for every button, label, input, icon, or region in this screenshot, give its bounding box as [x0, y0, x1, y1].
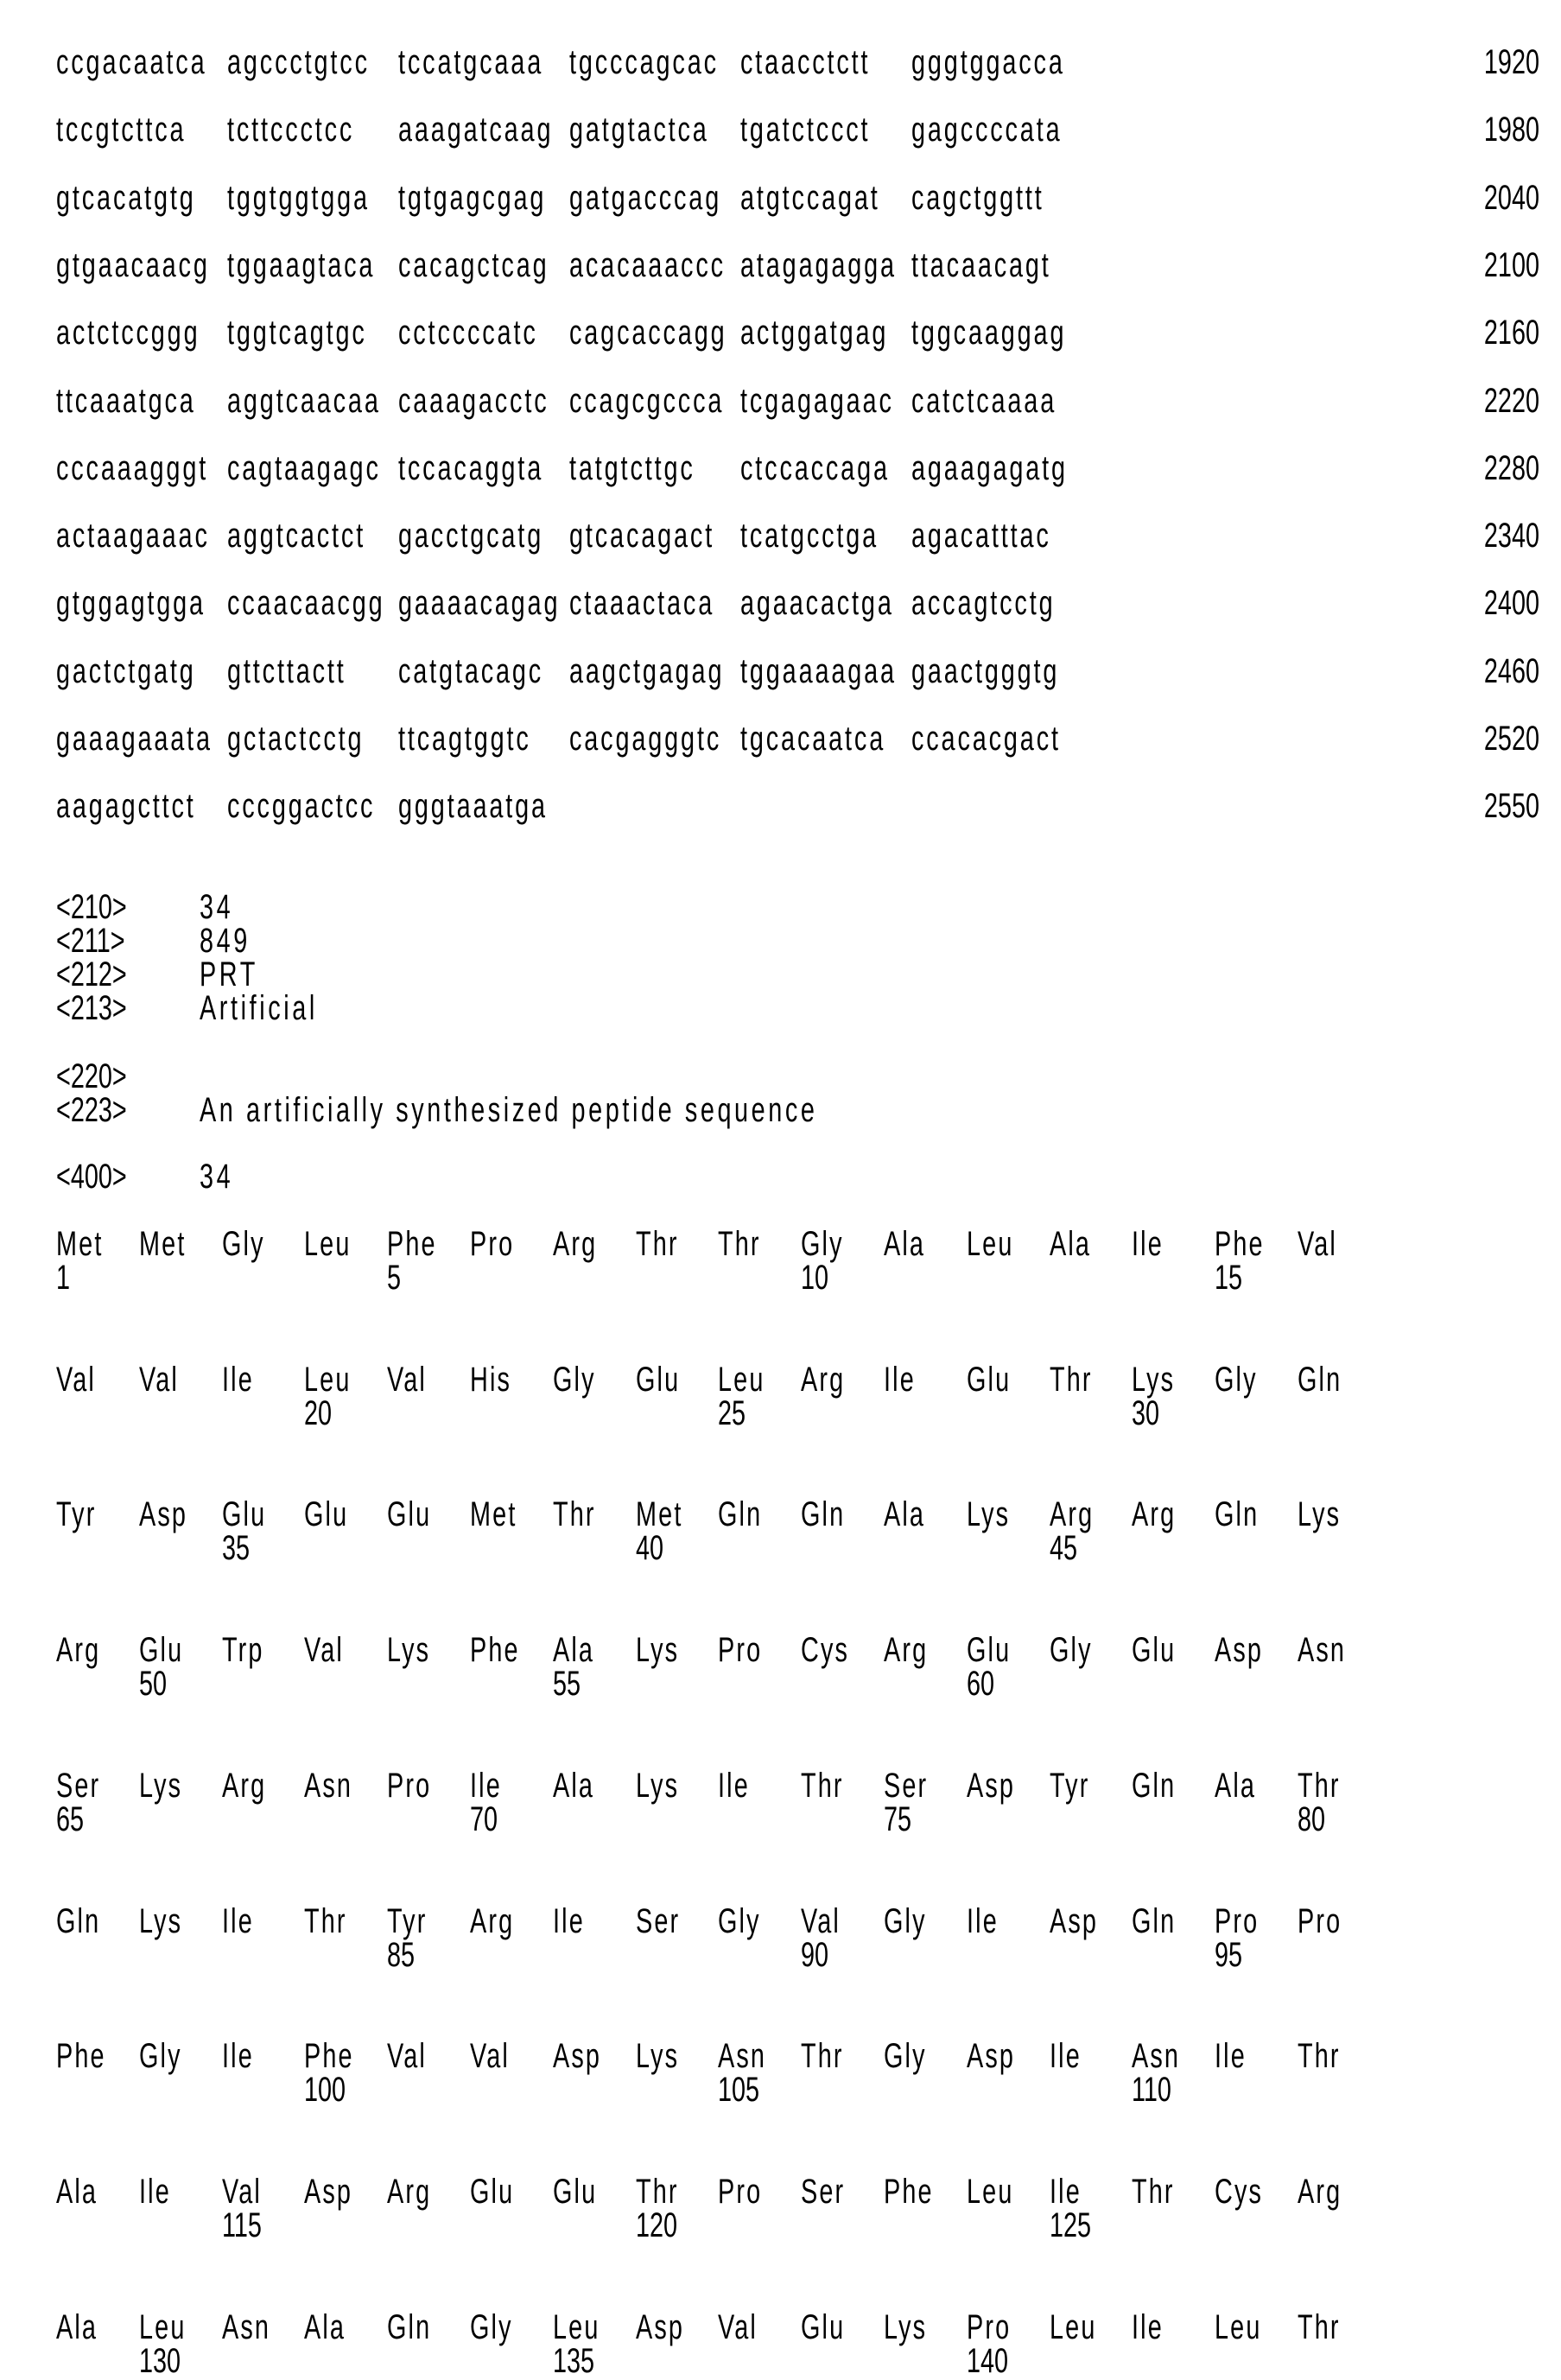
residue: Ile: [139, 2174, 171, 2209]
residue: Glu: [967, 1362, 1011, 1397]
residue: Tyr: [1050, 1768, 1089, 1803]
residue: Lys: [636, 1768, 679, 1803]
residue: Ala: [1050, 1227, 1091, 1261]
nucleotide-group: ccagcgccca: [569, 384, 724, 418]
residue: Thr: [801, 2039, 844, 2073]
residue: Arg: [1050, 1497, 1094, 1532]
residue: Glu: [801, 2310, 845, 2345]
field-value: 34: [200, 1159, 233, 1194]
residue: Ala: [884, 1497, 925, 1532]
nucleotide-group: gacctgcatg: [398, 518, 543, 553]
residue: Met: [470, 1497, 517, 1532]
residue: Val: [801, 1904, 841, 1939]
residue: Ile: [222, 1362, 254, 1397]
residue-number: 30: [1132, 1396, 1159, 1431]
field-tag: <220>: [56, 1059, 127, 1094]
residue: Asn: [718, 2039, 766, 2073]
residue: Ile: [1215, 2039, 1247, 2073]
nucleotide-group: tatgtcttgc: [569, 451, 695, 486]
residue: Pro: [718, 1633, 762, 1667]
residue: Gln: [56, 1904, 100, 1939]
residue: Thr: [801, 1768, 844, 1803]
nucleotide-position: 2340: [1484, 518, 1539, 553]
field-value: 34: [200, 890, 233, 924]
field-value: 849: [200, 923, 251, 958]
residue: Leu: [967, 1227, 1014, 1261]
residue-number: 1: [56, 1260, 70, 1295]
nucleotide-group: gtgaacaacg: [56, 248, 210, 282]
nucleotide-group: gatgtactca: [569, 112, 709, 147]
residue: Ala: [553, 1633, 594, 1667]
residue: Ser: [56, 1768, 100, 1803]
residue-number: 60: [967, 1666, 994, 1701]
residue: Val: [470, 2039, 510, 2073]
nucleotide-group: tccgtcttca: [56, 112, 186, 147]
field-value: PRT: [200, 957, 258, 992]
nucleotide-group: catctcaaaa: [911, 384, 1057, 418]
residue: Lys: [636, 2039, 679, 2073]
field-tag: <213>: [56, 991, 127, 1025]
nucleotide-position: 2400: [1484, 586, 1539, 620]
residue: Gly: [222, 1227, 265, 1261]
residue-number: 120: [636, 2208, 677, 2243]
residue: Ala: [884, 1227, 925, 1261]
residue: Arg: [222, 1768, 266, 1803]
residue: Thr: [553, 1497, 596, 1532]
residue: Gln: [1298, 1362, 1342, 1397]
residue-number: 45: [1050, 1531, 1077, 1565]
nucleotide-group: gggtggacca: [911, 45, 1065, 79]
nucleotide-group: acacaaaccc: [569, 248, 726, 282]
residue-number: 40: [636, 1531, 663, 1565]
residue-number: 70: [470, 1802, 498, 1837]
residue: Ile: [222, 1904, 254, 1939]
residue: Asp: [553, 2039, 601, 2073]
residue: Gly: [553, 1362, 596, 1397]
nucleotide-group: aagagcttct: [56, 789, 196, 823]
residue-number: 75: [884, 1802, 911, 1837]
nucleotide-group: tgatctccct: [740, 112, 870, 147]
residue-number: 105: [718, 2072, 759, 2107]
residue: Glu: [139, 1633, 183, 1667]
residue: Ala: [56, 2310, 98, 2345]
nucleotide-group: gaactgggtg: [911, 654, 1059, 689]
residue: Lys: [387, 1633, 430, 1667]
residue-number: 5: [387, 1260, 401, 1295]
nucleotide-group: aggtcactct: [227, 518, 365, 553]
nucleotide-group: actggatgag: [740, 315, 888, 350]
residue: Leu: [967, 2174, 1014, 2209]
residue: Met: [139, 1227, 186, 1261]
residue: Glu: [387, 1497, 431, 1532]
field-value: Artificial: [200, 991, 318, 1025]
residue: Arg: [470, 1904, 514, 1939]
residue-number: 35: [222, 1531, 250, 1565]
nucleotide-group: tccacaggta: [398, 451, 543, 486]
residue: Gln: [718, 1497, 762, 1532]
residue: Arg: [801, 1362, 845, 1397]
nucleotide-group: ctccaccaga: [740, 451, 890, 486]
residue-number: 130: [139, 2344, 181, 2378]
residue: Thr: [718, 1227, 761, 1261]
residue: Ile: [884, 1362, 916, 1397]
residue: Leu: [304, 1362, 352, 1397]
residue: Leu: [1050, 2310, 1097, 2345]
nucleotide-group: ttcagtggtc: [398, 721, 531, 756]
nucleotide-group: gtcacatgtg: [56, 181, 196, 215]
residue: Pro: [1298, 1904, 1342, 1939]
nucleotide-position: 2160: [1484, 315, 1539, 350]
residue: Val: [387, 1362, 427, 1397]
residue: Asn: [222, 2310, 270, 2345]
residue: Ile: [470, 1768, 502, 1803]
residue-number: 50: [139, 1666, 167, 1701]
residue-number: 65: [56, 1802, 84, 1837]
nucleotide-group: ccaacaacgg: [227, 586, 385, 620]
residue: Asn: [1298, 1633, 1346, 1667]
residue-number: 55: [553, 1666, 581, 1701]
residue: Lys: [1132, 1362, 1175, 1397]
residue: Lys: [967, 1497, 1010, 1532]
residue: Pro: [387, 1768, 431, 1803]
nucleotide-group: aaagatcaag: [398, 112, 553, 147]
residue-number: 20: [304, 1396, 332, 1431]
nucleotide-position: 1980: [1484, 112, 1539, 147]
residue: Ile: [1132, 1227, 1164, 1261]
residue: Cys: [801, 1633, 849, 1667]
residue: Pro: [470, 1227, 514, 1261]
residue: Met: [636, 1497, 682, 1532]
residue: Glu: [553, 2174, 597, 2209]
residue: Gly: [139, 2039, 182, 2073]
residue: Asp: [304, 2174, 352, 2209]
residue: Arg: [1298, 2174, 1342, 2209]
nucleotide-group: tcatgcctga: [740, 518, 879, 553]
residue-number: 25: [718, 1396, 746, 1431]
residue: Lys: [884, 2310, 927, 2345]
residue: Val: [304, 1633, 344, 1667]
residue: Pro: [1215, 1904, 1259, 1939]
nucleotide-group: aggtcaacaa: [227, 384, 381, 418]
residue: Leu: [139, 2310, 187, 2345]
residue: Trp: [222, 1633, 264, 1667]
nucleotide-group: tggcaaggag: [911, 315, 1066, 350]
residue: Val: [387, 2039, 427, 2073]
residue: Lys: [139, 1768, 182, 1803]
residue: Val: [222, 2174, 262, 2209]
residue-number: 100: [304, 2072, 346, 2107]
nucleotide-group: gatgacccag: [569, 181, 721, 215]
residue: Val: [56, 1362, 96, 1397]
residue-number: 80: [1298, 1802, 1325, 1837]
residue: Glu: [1132, 1633, 1176, 1667]
residue: Phe: [1215, 1227, 1265, 1261]
residue: Asn: [304, 1768, 352, 1803]
nucleotide-group: ctaacctctt: [740, 45, 870, 79]
residue: Val: [1298, 1227, 1337, 1261]
residue: Gln: [801, 1497, 845, 1532]
field-tag: <211>: [56, 923, 125, 958]
nucleotide-group: accagtcctg: [911, 586, 1055, 620]
residue: Phe: [304, 2039, 354, 2073]
nucleotide-position: 2040: [1484, 181, 1539, 215]
nucleotide-group: gactctgatg: [56, 654, 196, 689]
residue: Asp: [1050, 1904, 1098, 1939]
residue: Arg: [387, 2174, 431, 2209]
nucleotide-group: tcgagagaac: [740, 384, 894, 418]
nucleotide-group: actctccggg: [56, 315, 200, 350]
nucleotide-group: cagtaagagc: [227, 451, 381, 486]
nucleotide-group: tggtcagtgc: [227, 315, 367, 350]
nucleotide-group: cccaaagggt: [56, 451, 208, 486]
nucleotide-group: tcttccctcc: [227, 112, 354, 147]
nucleotide-group: ttcaaatgca: [56, 384, 196, 418]
residue: Asp: [967, 1768, 1015, 1803]
nucleotide-group: actaagaaac: [56, 518, 210, 553]
residue: Glu: [222, 1497, 266, 1532]
residue: Leu: [1215, 2310, 1262, 2345]
residue: Thr: [1298, 2310, 1341, 2345]
residue: Gly: [801, 1227, 844, 1261]
nucleotide-group: cctccccatc: [398, 315, 538, 350]
residue: Gln: [387, 2310, 431, 2345]
field-tag: <223>: [56, 1093, 127, 1127]
nucleotide-position: 2460: [1484, 654, 1539, 689]
residue: Gly: [884, 2039, 927, 2073]
nucleotide-position: 1920: [1484, 45, 1539, 79]
nucleotide-group: gtcacagact: [569, 518, 714, 553]
residue: Glu: [636, 1362, 680, 1397]
residue: Gly: [1050, 1633, 1093, 1667]
residue: Leu: [304, 1227, 352, 1261]
residue: Arg: [884, 1633, 928, 1667]
nucleotide-group: aagctgagag: [569, 654, 724, 689]
nucleotide-group: agacatttac: [911, 518, 1051, 553]
residue: Asp: [967, 2039, 1015, 2073]
nucleotide-group: gtggagtgga: [56, 586, 206, 620]
residue-number: 90: [801, 1938, 828, 1972]
nucleotide-group: agccctgtcc: [227, 45, 370, 79]
nucleotide-group: gaaagaaata: [56, 721, 213, 756]
residue: Met: [56, 1227, 103, 1261]
nucleotide-group: ccgacaatca: [56, 45, 206, 79]
residue: Ile: [718, 1768, 750, 1803]
residue: Tyr: [387, 1904, 427, 1939]
nucleotide-group: ccacacgact: [911, 721, 1061, 756]
nucleotide-group: catgtacagc: [398, 654, 543, 689]
nucleotide-group: tgcccagcac: [569, 45, 719, 79]
nucleotide-position: 2520: [1484, 721, 1539, 756]
residue: Gly: [884, 1904, 927, 1939]
residue: Gln: [1215, 1497, 1259, 1532]
residue: Phe: [884, 2174, 934, 2209]
residue-number: 10: [801, 1260, 828, 1295]
nucleotide-group: cccggactcc: [227, 789, 375, 823]
nucleotide-group: ctaaactaca: [569, 586, 714, 620]
nucleotide-group: gctactcctg: [227, 721, 364, 756]
residue: Lys: [1298, 1497, 1341, 1532]
nucleotide-position: 2280: [1484, 451, 1539, 486]
residue: Arg: [1132, 1497, 1176, 1532]
residue: Thr: [636, 1227, 679, 1261]
residue: Val: [718, 2310, 758, 2345]
residue: Asp: [1215, 1633, 1263, 1667]
residue: Thr: [1298, 1768, 1341, 1803]
residue: Ile: [553, 1904, 585, 1939]
residue: Phe: [387, 1227, 437, 1261]
nucleotide-group: gttcttactt: [227, 654, 346, 689]
nucleotide-group: atgtccagat: [740, 181, 880, 215]
residue: Ser: [636, 1904, 680, 1939]
residue: Phe: [470, 1633, 520, 1667]
residue: Cys: [1215, 2174, 1263, 2209]
residue: Tyr: [56, 1497, 96, 1532]
residue: Ala: [1215, 1768, 1256, 1803]
residue: Ile: [1050, 2039, 1082, 2073]
residue: Leu: [553, 2310, 600, 2345]
nucleotide-group: cagctggttt: [911, 181, 1044, 215]
residue: Pro: [967, 2310, 1011, 2345]
residue: Ser: [801, 2174, 845, 2209]
residue: Gln: [1132, 1904, 1176, 1939]
residue: Ala: [553, 1768, 594, 1803]
residue-number: 125: [1050, 2208, 1091, 2243]
residue: Asn: [1132, 2039, 1180, 2073]
residue: Ile: [1132, 2310, 1164, 2345]
nucleotide-group: tgcacaatca: [740, 721, 885, 756]
residue: Lys: [636, 1633, 679, 1667]
nucleotide-group: caaagacctc: [398, 384, 549, 418]
nucleotide-group: agaagagatg: [911, 451, 1068, 486]
nucleotide-group: cagcaccagg: [569, 315, 727, 350]
nucleotide-position: 2100: [1484, 248, 1539, 282]
residue: Thr: [1050, 1362, 1093, 1397]
nucleotide-group: agaacactga: [740, 586, 894, 620]
field-tag: <212>: [56, 957, 127, 992]
residue-number: 135: [553, 2344, 594, 2378]
residue-number: 15: [1215, 1260, 1242, 1295]
residue: Gln: [1132, 1768, 1176, 1803]
residue: Asp: [139, 1497, 187, 1532]
residue: His: [470, 1362, 511, 1397]
residue: Asp: [636, 2310, 684, 2345]
nucleotide-position: 2220: [1484, 384, 1539, 418]
residue: Lys: [139, 1904, 182, 1939]
nucleotide-group: gagccccata: [911, 112, 1062, 147]
residue: Ile: [1050, 2174, 1082, 2209]
nucleotide-group: ttacaacagt: [911, 248, 1051, 282]
residue-number: 110: [1132, 2072, 1171, 2107]
residue-number: 95: [1215, 1938, 1242, 1972]
residue: Thr: [1298, 2039, 1341, 2073]
nucleotide-group: cacgagggtc: [569, 721, 721, 756]
field-tag: <400>: [56, 1159, 127, 1194]
residue: Ile: [967, 1904, 999, 1939]
residue: Glu: [967, 1633, 1011, 1667]
residue: Gly: [1215, 1362, 1258, 1397]
nucleotide-position: 2550: [1484, 789, 1539, 823]
residue: Thr: [304, 1904, 347, 1939]
nucleotide-group: tggaagtaca: [227, 248, 375, 282]
residue: Ser: [884, 1768, 928, 1803]
residue: Glu: [470, 2174, 514, 2209]
residue: Gly: [470, 2310, 513, 2345]
residue: Pro: [718, 2174, 762, 2209]
nucleotide-group: tggtggtgga: [227, 181, 370, 215]
residue: Ala: [304, 2310, 346, 2345]
nucleotide-group: gaaaacagag: [398, 586, 560, 620]
nucleotide-group: atagagagga: [740, 248, 897, 282]
field-tag: <210>: [56, 890, 127, 924]
nucleotide-group: tccatgcaaa: [398, 45, 543, 79]
residue: Leu: [718, 1362, 765, 1397]
residue: Arg: [56, 1633, 100, 1667]
nucleotide-group: tgtgagcgag: [398, 181, 546, 215]
residue: Thr: [1132, 2174, 1175, 2209]
nucleotide-group: cacagctcag: [398, 248, 549, 282]
field-value: An artificially synthesized peptide sequence: [200, 1093, 818, 1127]
residue-number: 85: [387, 1938, 415, 1972]
nucleotide-group: gggtaaatga: [398, 789, 548, 823]
residue: Ala: [56, 2174, 98, 2209]
residue-number: 140: [967, 2344, 1008, 2378]
residue: Glu: [304, 1497, 348, 1532]
residue: Thr: [636, 2174, 679, 2209]
residue: Phe: [56, 2039, 106, 2073]
residue-number: 115: [222, 2208, 262, 2243]
residue: Gly: [718, 1904, 761, 1939]
residue: Arg: [553, 1227, 597, 1261]
residue: Val: [139, 1362, 179, 1397]
nucleotide-group: tggaaaagaa: [740, 654, 897, 689]
residue: Ile: [222, 2039, 254, 2073]
